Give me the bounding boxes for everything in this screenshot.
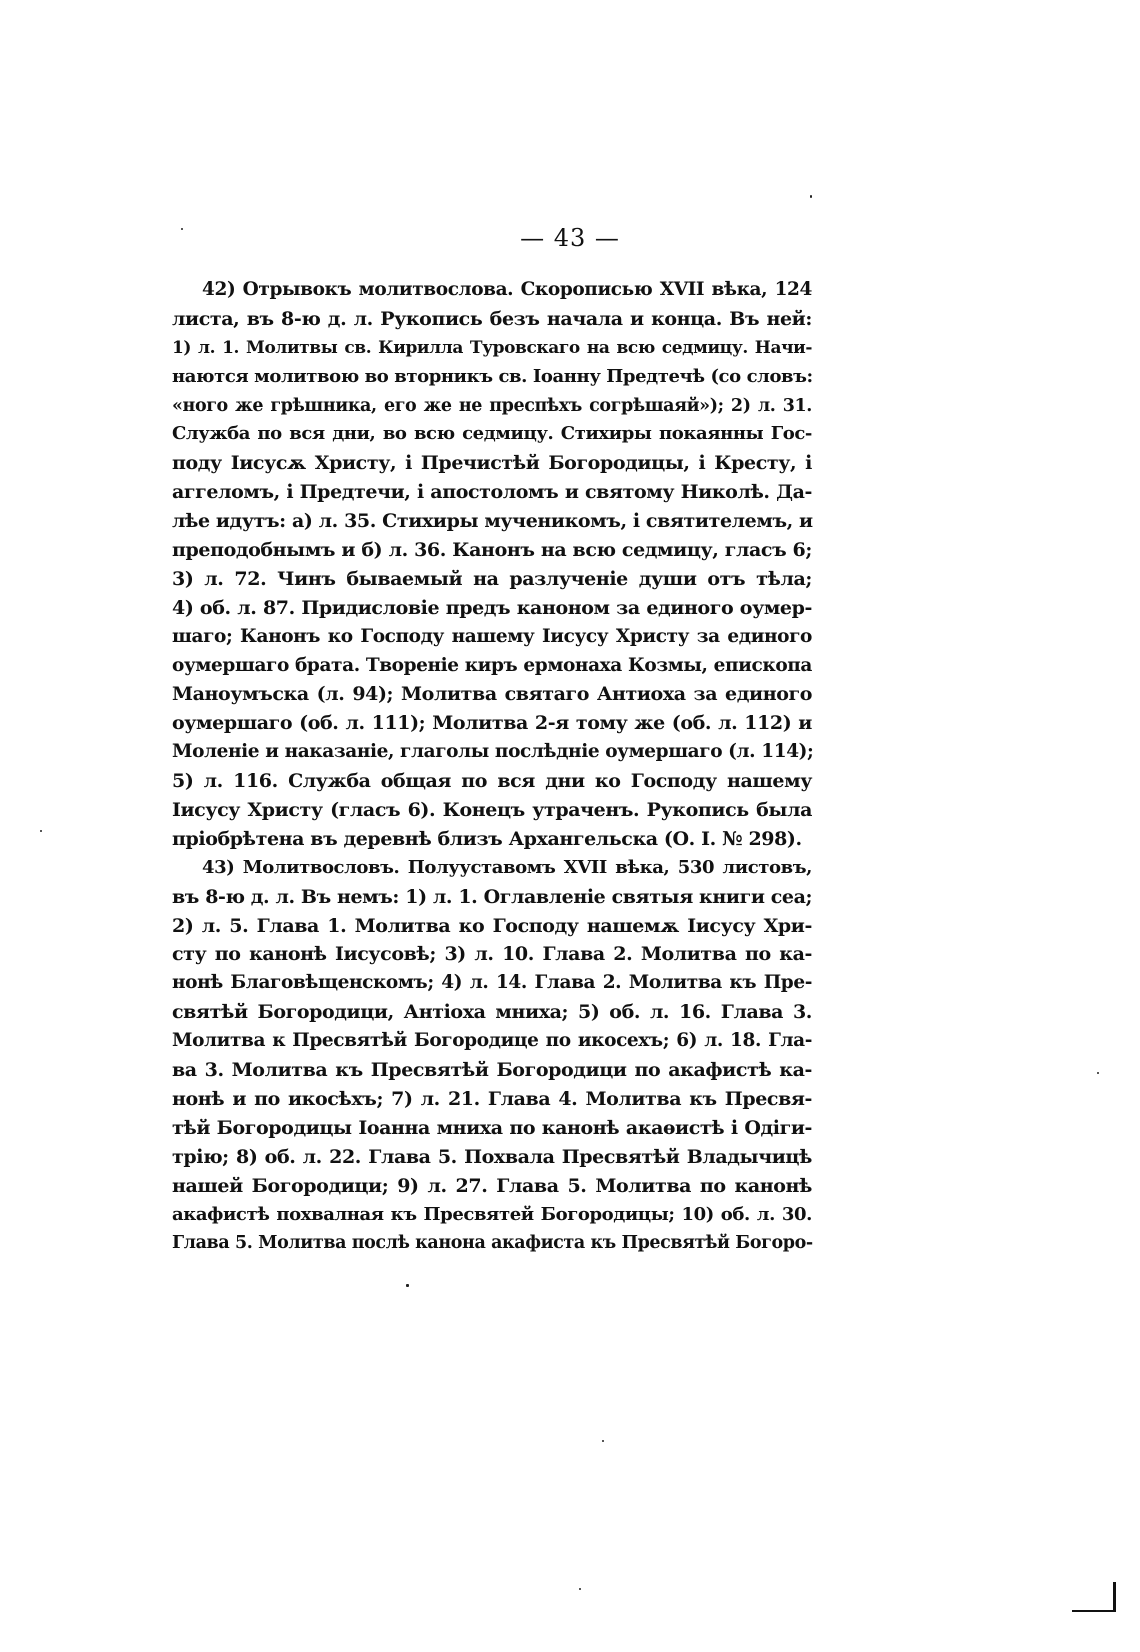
scan-speck	[1097, 1072, 1099, 1074]
text-line: наются молитвою во вторникъ св. Іоанну Предтечѣ (со словъ:	[172, 365, 813, 387]
text-line: въ 8-ю д. л. Въ немъ: 1) л. 1. Оглавленіе святыя книги сеа;	[172, 885, 813, 908]
text-line: 2) л. 5. Глава 1. Молитва ко Господу нашемѫ Іисусу Хри-	[172, 914, 812, 937]
text-line: Моленіе и наказаніе, глаголы послѣдніе оумершаго (л. 114);	[172, 741, 814, 763]
text-line: 42) Отрывокъ молитвослова. Скорописью XVII вѣка, 124	[202, 279, 812, 300]
text-line: 1) л. 1. Молитвы св. Кирилла Туровскаго на всю седмицу. Начи-	[172, 337, 812, 358]
scan-speck	[406, 1284, 409, 1287]
text-line: оумершаго брата. Твореніе киръ ермонаха Козмы, епископа	[172, 654, 812, 676]
text-line: нашей Богородици; 9) л. 27. Глава 5. Молитва по канонѣ	[172, 1174, 812, 1197]
scan-speck	[181, 228, 183, 230]
text-line: святѣй Богородици, Антіоха мниха; 5) об. л. 16. Глава 3.	[172, 1001, 812, 1024]
text-line: 3) л. 72. Чинъ бываемый на разлученіе души отъ тѣла;	[172, 567, 812, 590]
text-line: сту по канонѣ Іисусовѣ; 3) л. 10. Глава 2. Молитва по ка-	[172, 943, 812, 966]
text-line: 43) Молитвословъ. Полууставомъ XVII вѣка, 530 листовъ,	[202, 856, 812, 878]
text-line: лѣе идутъ: а) л. 35. Стихиры мученикомъ, і святителемъ, и	[172, 510, 813, 533]
text-line: Глава 5. Молитва послѣ канона акафиста къ Пресвятѣй Богоро-	[172, 1233, 813, 1254]
scan-speck	[40, 830, 42, 832]
text-line: преподобнымъ и б) л. 36. Канонъ на всю седмицу, гласъ 6;	[172, 539, 812, 562]
scan-corner-mark	[1072, 1610, 1116, 1612]
text-line: поду Іисусѫ Христу, і Пречистѣй Богородицы, і Кресту, і	[172, 452, 812, 475]
text-line: трію; 8) об. л. 22. Глава 5. Похвала Пресвятѣй Владычицѣ	[172, 1145, 812, 1168]
text-line: тѣй Богородицы Іоанна мниха по канонѣ акаѳистѣ і Одіги-	[172, 1116, 812, 1139]
text-line: шаго; Канонъ ко Господу нашему Іисусу Христу за единого	[172, 625, 812, 647]
text-line: нонѣ и по икосѣхъ; 7) л. 21. Глава 4. Молитва къ Пресвя-	[172, 1087, 812, 1110]
scan-speck	[810, 195, 812, 198]
text-line: нонѣ Благовѣщенскомъ; 4) л. 14. Глава 2. Молитва къ Пре-	[172, 972, 812, 994]
text-line: Служба по вся дни, во всю седмицу. Стихиры покаянны Гос-	[172, 423, 812, 445]
scan-speck	[602, 1440, 604, 1442]
text-line: «ного же грѣшника, его же не преспѣхъ согрѣшаяй»); 2) л. 31.	[172, 395, 812, 416]
scan-speck	[579, 1588, 581, 1590]
text-line: Маноумъска (л. 94); Молитва святаго Антиоха за единого	[172, 683, 812, 706]
page-number: — 43 —	[520, 224, 620, 252]
text-line: Іисусу Христу (гласъ 6). Конецъ утраченъ. Рукопись была	[172, 799, 812, 822]
text-line: 5) л. 116. Служба общая по вся дни ко Господу нашему	[172, 770, 812, 793]
text-line: Молитва к Пресвятѣй Богородице по икосехъ; 6) л. 18. Гла-	[172, 1030, 812, 1052]
body-text	[172, 276, 812, 1258]
text-line: ва 3. Молитва къ Пресвятѣй Богородици по акафистѣ ка-	[172, 1059, 812, 1082]
text-line: пріобрѣтена въ деревнѣ близъ Архангельска (О. І. № 298).	[172, 827, 802, 850]
text-line: 4) об. л. 87. Придисловіе предъ каноном за единого оумер-	[172, 596, 812, 619]
text-line: аггеломъ, і Предтечи, і апостоломъ и святому Николѣ. Да-	[172, 481, 812, 504]
text-line: оумершаго (об. л. 111); Молитва 2-я тому же (об. л. 112) и	[172, 712, 812, 735]
text-line: акафистѣ похвалная къ Пресвятей Богородицы; 10) об. л. 30.	[172, 1203, 812, 1225]
text-line: листа, въ 8-ю д. л. Рукопись безъ начала и конца. Въ ней:	[172, 307, 812, 330]
